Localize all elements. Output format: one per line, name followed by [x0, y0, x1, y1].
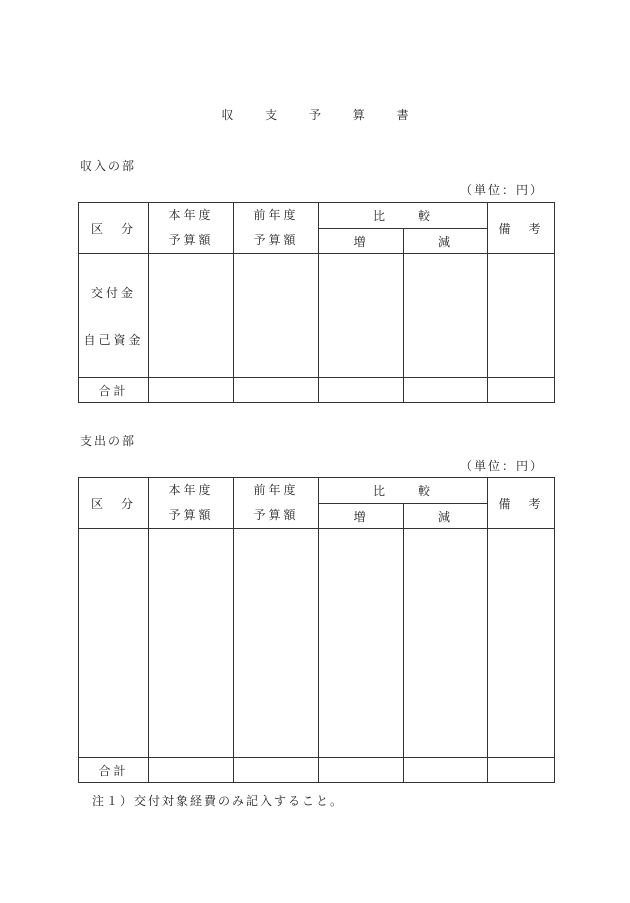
- header-decrease: 減: [404, 504, 488, 529]
- header-compare: 比 較: [319, 203, 488, 229]
- footnote: 注１）交付対象経費のみ記入すること。: [92, 794, 345, 808]
- header-previous-2: 予算額: [253, 508, 299, 522]
- row-label-own-funds: 自己資金: [83, 332, 144, 347]
- income-unit: （単位：円）: [459, 183, 544, 197]
- table-row: [79, 254, 555, 378]
- header-category: 区 分: [79, 203, 149, 254]
- header-compare: 比 較: [319, 478, 488, 504]
- table-row: [79, 529, 555, 758]
- header-previous-2: 予算額: [253, 233, 299, 247]
- header-category: 区 分: [79, 478, 149, 529]
- header-increase: 増: [319, 504, 404, 529]
- header-previous-budget: [234, 478, 319, 529]
- expense-table: [78, 477, 555, 783]
- total-row: [79, 758, 555, 783]
- header-current-1: 本年度: [168, 483, 214, 497]
- header-current-2: 予算額: [168, 508, 214, 522]
- income-table: [78, 202, 555, 403]
- header-current-2: 予算額: [168, 233, 214, 247]
- header-previous-1: 前年度: [253, 208, 299, 222]
- total-row: [79, 378, 555, 403]
- header-previous-1: 前年度: [253, 483, 299, 497]
- expense-heading: 支出の部: [80, 434, 137, 448]
- header-current-budget: [149, 203, 234, 254]
- total-label: 合計: [79, 758, 149, 783]
- header-previous-budget: [234, 203, 319, 254]
- header-current-budget: [149, 478, 234, 529]
- header-current-1: 本年度: [168, 208, 214, 222]
- income-heading: 収入の部: [80, 159, 137, 173]
- header-decrease: 減: [404, 229, 488, 254]
- header-remarks: 備 考: [488, 478, 555, 529]
- expense-unit: （単位：円）: [459, 459, 544, 473]
- header-increase: 増: [319, 229, 404, 254]
- row-label-grant: 交付金: [90, 285, 136, 300]
- total-label: 合計: [79, 378, 149, 403]
- header-remarks: 備 考: [488, 203, 555, 254]
- document-title: 収 支 予 算 書: [221, 108, 423, 122]
